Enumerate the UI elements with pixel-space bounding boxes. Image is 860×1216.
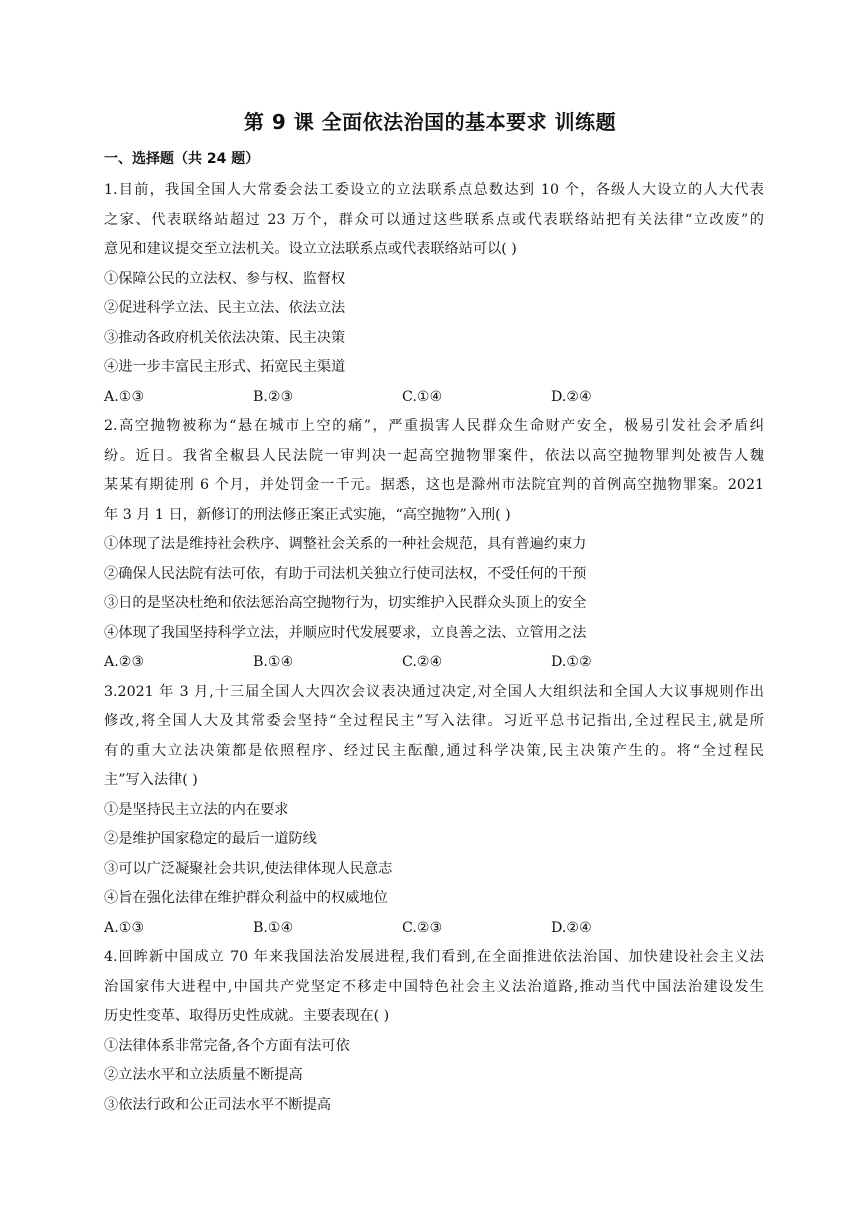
option-a[interactable]: A.①③ — [104, 919, 145, 936]
statement-item: ①体现了法是维持社会秩序、调整社会关系的一种社会规范，具有普遍约束力 — [104, 536, 587, 552]
statement-item: ③推动各政府机关依法决策、民主决策 — [104, 329, 346, 346]
statement-item: ④体现了我国坚持科学立法，并顺应时代发展要求，立良善之法、立管用之法 — [104, 624, 587, 641]
question-stem-line: 修改,将全国人大及其常委会坚持“全过程民主”写入法律。习近平总书记指出,全过程民主,就是所 — [104, 713, 764, 729]
option-c[interactable]: C.②④ — [402, 654, 443, 670]
statement-item: ②是维护国家稳定的最后一道防线 — [104, 831, 317, 847]
statement-item: ①法律体系非常完备,各个方面有法可依 — [104, 1037, 350, 1054]
question-stem-line: 治国家伟大进程中,中国共产党坚定不移走中国特色社会主义法治道路,推动当代中国法治建设发生 — [104, 978, 764, 995]
option-b[interactable]: B.②③ — [253, 388, 294, 405]
option-b[interactable]: B.①④ — [253, 654, 294, 670]
question-stem-line: 之家、代表联络站超过 23 万个，群众可以通过这些联系点或代表联络站把有关法律“立改废”的 — [104, 211, 764, 228]
option-b[interactable]: B.①④ — [253, 919, 294, 936]
answer-options — [104, 914, 764, 944]
question — [104, 412, 764, 678]
question-list — [104, 176, 764, 1120]
option-c[interactable]: C.①④ — [402, 388, 443, 405]
option-d[interactable]: D.①② — [551, 654, 592, 670]
option-d[interactable]: D.②④ — [551, 388, 592, 405]
page-title: 第 9 课 全面依法治国的基本要求 训练题 — [243, 110, 617, 134]
statement-item: ③日的是坚决杜绝和依法惩治高空抛物行为，切实维护入民群众头顶上的安全 — [104, 595, 587, 611]
statement-item: ④旨在强化法律在维护群众利益中的权威地位 — [104, 890, 388, 906]
question-stem-line: 纷。近日。我省全椒县人民法院一审判决一起高空抛物罪案件，依法以高空抛物罪判处被告人魏 — [104, 447, 764, 464]
statement-item: ②确保人民法院有法可依，有助于司法机关独立行使司法权，不受任何的干预 — [104, 565, 587, 582]
question-stem-line: 某某有期徒刑 6 个月，并处罚金一千元。据悉，这也是滁州市法院宜判的首例高空抛物罪案。2021 — [104, 477, 764, 493]
option-c[interactable]: C.②③ — [402, 919, 443, 936]
statement-item: ④进一步丰富民主形式、拓宽民主渠道 — [104, 359, 346, 375]
question-stem-line: 2.高空抛物被称为“悬在城市上空的痛”，严重损害人民群众生命财产安全，极易引发社会矛盾纠 — [104, 418, 764, 434]
question-stem-line: 历史性变革、取得历史性成就。主要表现在( ) — [104, 1008, 390, 1024]
question-stem-line: 年 3 月 1 日，新修订的刑法修正案正式实施，“高空抛物”入刑( ) — [104, 506, 511, 523]
option-a[interactable]: A.①③ — [104, 388, 145, 405]
question — [104, 943, 764, 1120]
question-stem-line: 主”写入法律( ) — [104, 772, 198, 788]
answer-options — [104, 383, 764, 413]
question-stem-line: 1.目前，我国全国人大常委会法工委设立的立法联系点总数达到 10 个，各级人大设立的人大代表 — [104, 182, 764, 198]
statement-item: ②立法水平和立法质量不断提高 — [104, 1067, 303, 1083]
statement-item: ②促进科学立法、民主立法、依法立法 — [104, 300, 346, 316]
section-heading: 一、选择题（共 24 题） — [104, 151, 260, 167]
question-stem-line: 意见和建议提交至立法机关。设立立法联系点或代表联络站可以( ) — [104, 241, 517, 257]
answer-options — [104, 648, 764, 678]
statement-item: ①是坚持民主立法的内在要求 — [104, 801, 289, 818]
question-stem-line: 3.2021 年 3 月,十三届全国人大四次会议表决通过决定,对全国人大组织法和全国人大议事规则作出 — [104, 683, 764, 700]
question-stem-line: 有的重大立法决策都是依照程序、经过民主酝酿,通过科学决策,民主决策产生的。将“全过程民 — [104, 742, 764, 759]
question — [104, 678, 764, 944]
statement-item: ③依法行政和公正司法水平不断提高 — [104, 1096, 332, 1113]
question-stem-line: 4.回眸新中国成立 70 年来我国法治发展进程,我们看到,在全面推进依法治国、加快建设社会主义法 — [104, 949, 764, 965]
question — [104, 176, 764, 412]
option-a[interactable]: A.②③ — [104, 654, 145, 670]
statement-item: ①保障公民的立法权、参与权、监督权 — [104, 270, 346, 287]
statement-item: ③可以广泛凝聚社会共识,使法律体现人民意志 — [104, 860, 393, 877]
option-d[interactable]: D.②④ — [551, 919, 592, 936]
